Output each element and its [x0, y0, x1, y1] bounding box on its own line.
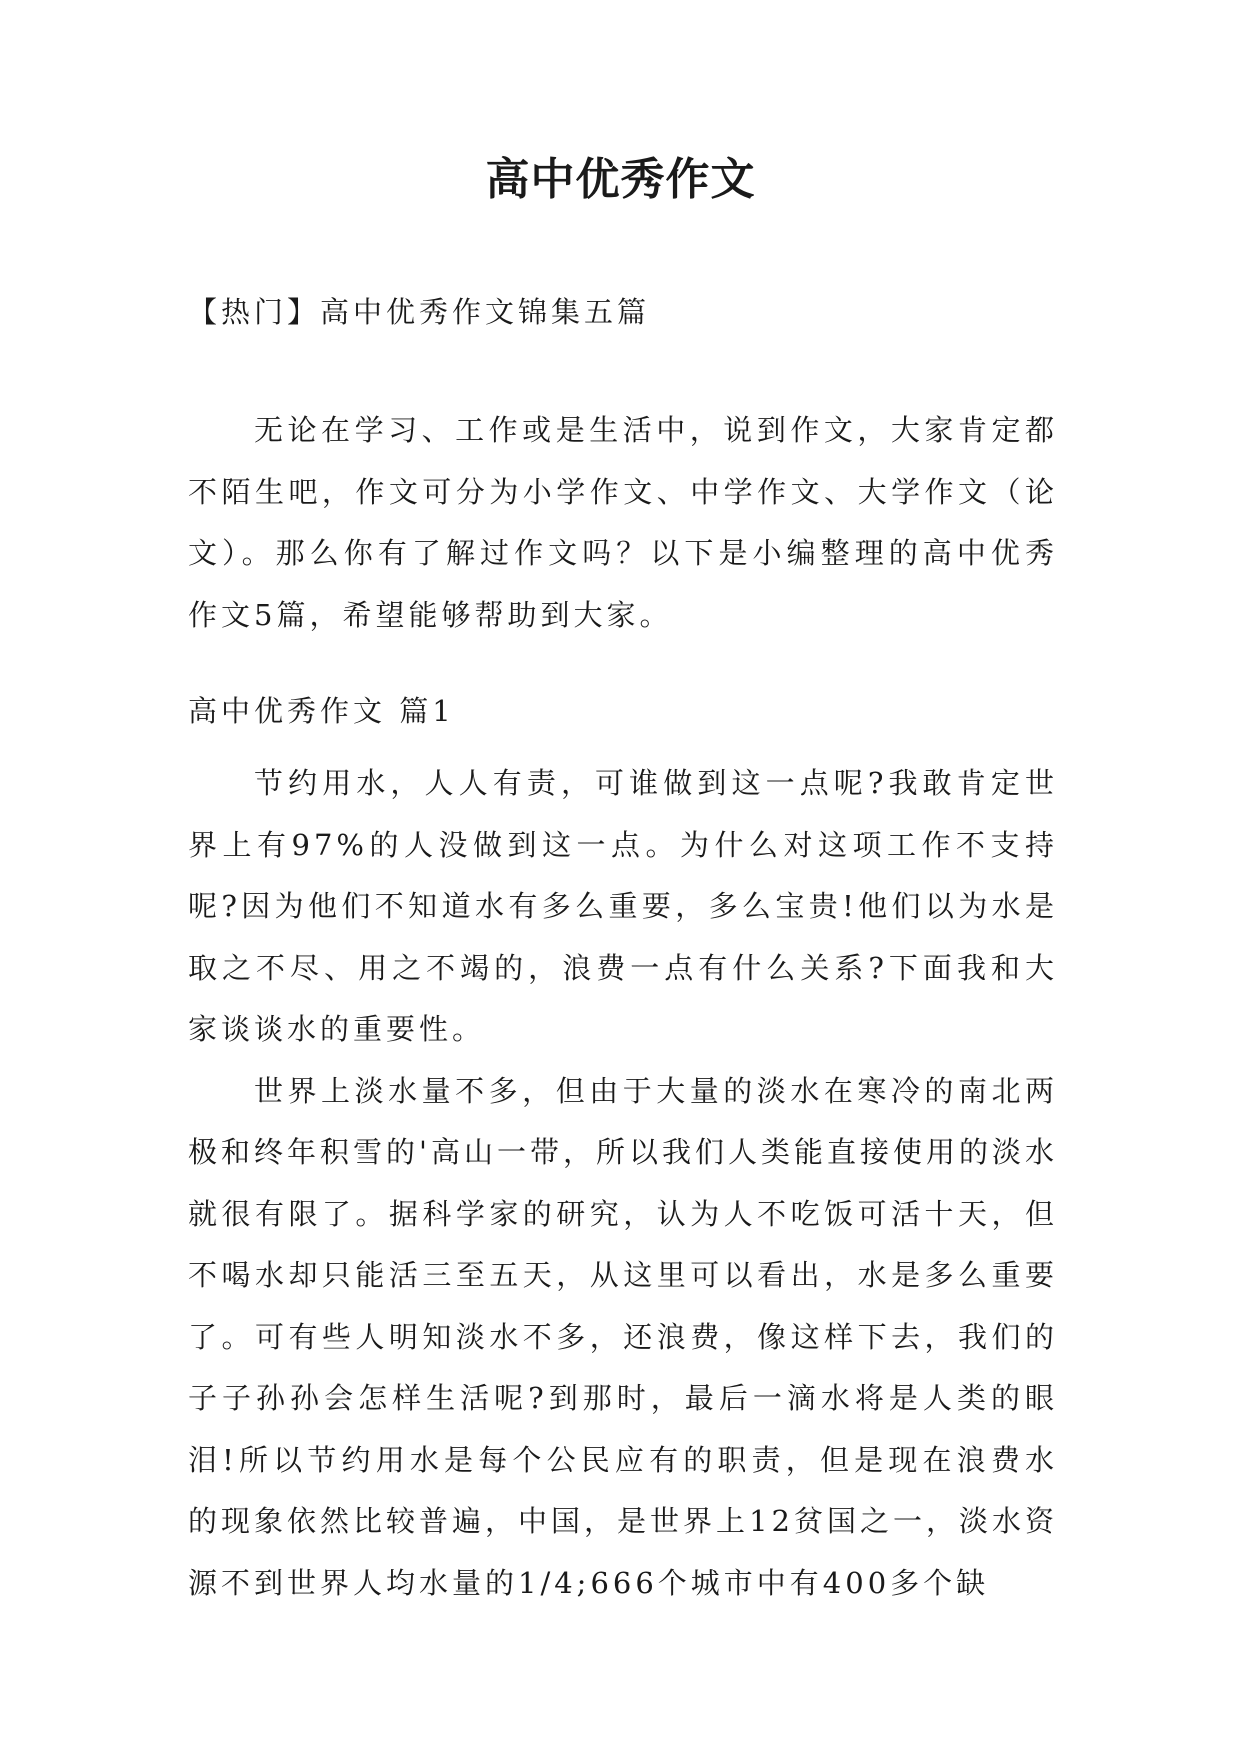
section-heading: 高中优秀作文 篇1	[188, 694, 455, 728]
intro-paragraph: 无论在学习、工作或是生活中，说到作文，大家肯定都不陌生吧，作文可分为小学作文、中学作文、大学作文（论文）。那么你有了解过作文吗？以下是小编整理的高中优秀作文5篇，希望能够帮助到大家。	[188, 413, 1058, 632]
document-title: 高中优秀作文	[485, 154, 756, 205]
essay-paragraph: 世界上淡水量不多，但由于大量的淡水在寒冷的南北两极和终年积雪的'高山一带，所以我们人类能直接使用的淡水就很有限了。据科学家的研究，认为人不吃饭可活十天，但不喝水却只能活三至五天，从这里可以看出，水是多么重要了。可有些人明知淡水不多，还浪费，像这样下去，我们的子子孙孙会怎样生活呢?到那时，最后一滴水将是人类的眼泪!所以节约用水是每个公民应有的职责，但是现在浪费水的现象依然比较普遍，中国，是世界上12贫国之一，淡水资源不到世界人均水量的1/4;666个城市中有400多个缺	[188, 1073, 1058, 1600]
essay-body	[188, 753, 1058, 1614]
essay-paragraph: 节约用水，人人有责，可谁做到这一点呢?我敢肯定世界上有97%的人没做到这一点。为什么对这项工作不支持呢?因为他们不知道水有多么重要，多么宝贵!他们以为水是取之不尽、用之不竭的，浪费一点有什么关系?下面我和大家谈谈水的重要性。	[188, 766, 1058, 1046]
document-subtitle: 【热门】高中优秀作文锦集五篇	[188, 295, 651, 329]
